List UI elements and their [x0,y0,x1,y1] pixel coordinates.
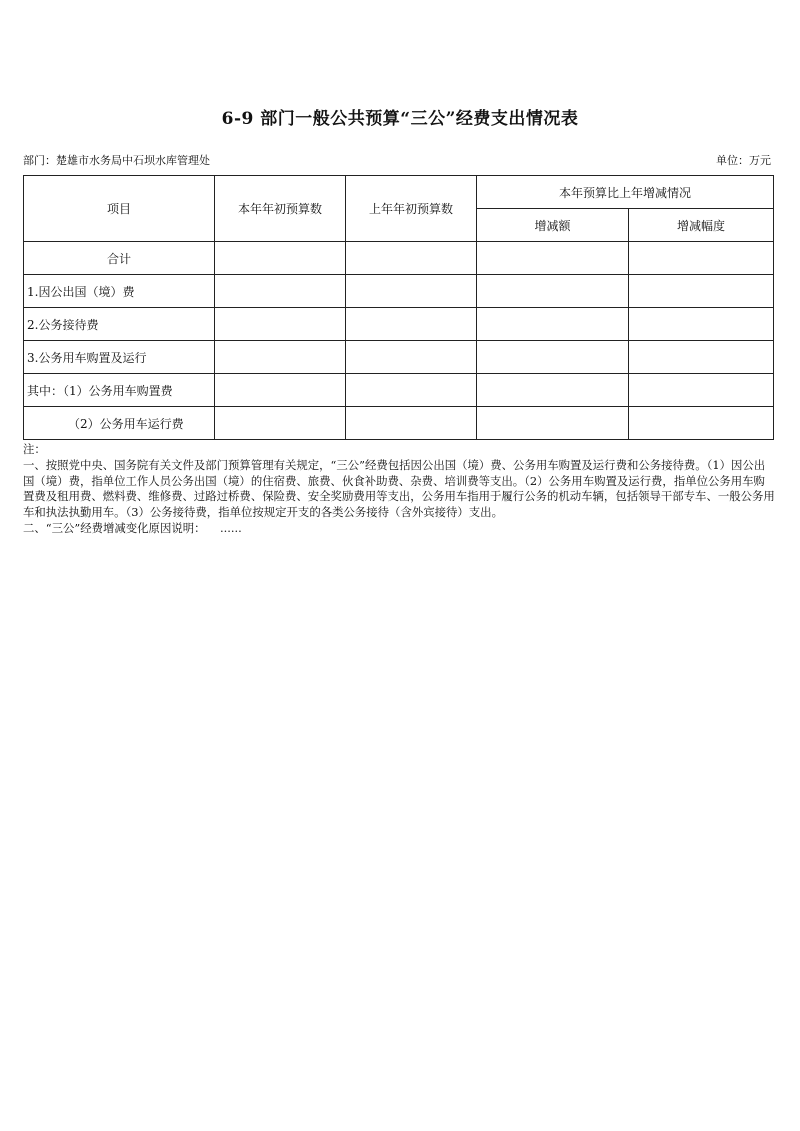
header-item: 项目 [24,176,215,242]
table-cell [215,308,346,341]
department-label: 部门：楚雄市水务局中石坝水库管理处 [23,154,210,167]
table-cell [346,308,477,341]
table-cell [346,242,477,275]
table-cell [215,242,346,275]
table-row [24,242,774,275]
table-row [24,341,774,374]
notes-heading: 注： [23,442,46,456]
header-change-group: 本年预算比上年增减情况 [477,176,774,209]
header-previous-budget: 上年年初预算数 [346,176,477,242]
table-cell [629,341,774,374]
row-label-total: 合计 [24,242,215,275]
table-cell [629,242,774,275]
row-label-reception: 2.公务接待费 [24,308,215,341]
notes-change-reason: 二、“三公”经费增减变化原因说明： ...... [23,520,242,535]
table-cell [629,374,774,407]
table-cell [477,341,629,374]
table-cell [477,308,629,341]
table-row [24,308,774,341]
header-change-rate: 增减幅度 [629,209,774,242]
table-cell [215,374,346,407]
header-current-budget: 本年年初预算数 [215,176,346,242]
header-change-amount: 增减额 [477,209,629,242]
table-cell [346,407,477,440]
table-row [24,374,774,407]
page-title: 6-9 部门一般公共预算“三公”经费支出情况表 [221,109,579,129]
table-cell [477,374,629,407]
table-cell [215,275,346,308]
table-cell [629,308,774,341]
row-label-vehicles: 3.公务用车购置及运行 [24,341,215,374]
row-label-vehicle-purchase: 其中：（1）公务用车购置费 [24,374,215,407]
row-label-vehicle-operation: （2）公务用车运行费 [24,407,215,440]
table-row [24,275,774,308]
notes-section [23,442,775,537]
table-cell [215,341,346,374]
table-cell [629,407,774,440]
table-row [24,407,774,440]
table-cell [346,374,477,407]
table-cell [629,275,774,308]
table-cell [346,341,477,374]
three-public-expenses-table [23,175,774,440]
table-cell [477,275,629,308]
row-label-overseas-travel: 1.因公出国（境）费 [24,275,215,308]
notes-explanation: 一、按照党中央、国务院有关文件及部门预算管理有关规定，“三公”经费包括因公出国（境）费、公务用车购置及运行费和公务接待费。（1）因公出国（境）费，指单位工作人员公务出国（境）的住宿费、旅费、伙食补助费、杂费、培训费等支出。（2）公务用车购置及运行费，指单位公务用车购置费及租用费、燃料费、维修费、过路过桥费、保险费、安全奖励费用等支出，公务用车指用于履行公务的机动车辆，包括领导干部专车、一般公务用车和执法执勤用车。（3）公务接待费，指单位按规定开支的各类公务接待（含外宾接待）支出。 [23,457,775,520]
table-cell [215,407,346,440]
table-cell [477,407,629,440]
table-cell [346,275,477,308]
table-cell [477,242,629,275]
unit-label: 单位：万元 [716,154,771,167]
